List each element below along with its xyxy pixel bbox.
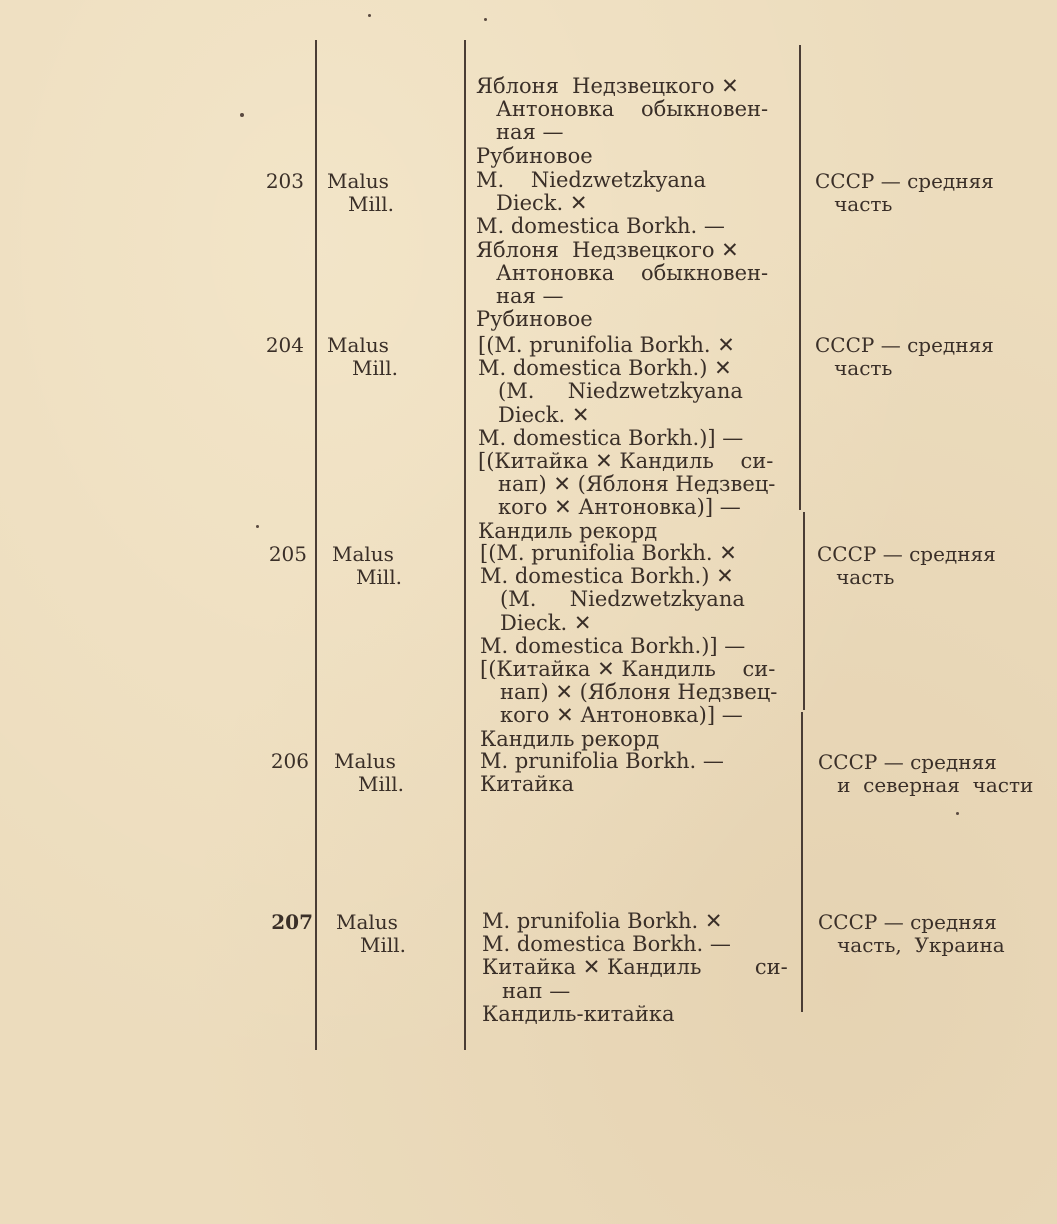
- genus-205: Malus: [332, 542, 394, 566]
- distribution-203: СССР — средняя часть: [815, 169, 994, 216]
- cross-text-204: [(M. prunifolia Borkh. ✕ M. domestica Borkh.) ✕ (M. Niedzwetzkyana Dieck. ✕ M. domestica Borkh.)] — [(Китайка ✕ Кандиль си- нап) ✕ (Яблоня Недзвец- кого ✕ Антоновка)] — Кандиль рекорд: [478, 333, 776, 543]
- genus-204: Malus: [327, 333, 389, 357]
- cross-text-continuation: Яблоня Недзвецкого ✕ Антоновка обыкновен- ная — Рубиновое: [476, 74, 769, 168]
- cross-text-203: M. Niedzwetzkyana Dieck. ✕ M. domestica Borkh. — Яблоня Недзвецкого ✕ Антоновка обыкновен- ная — Рубиновое: [476, 168, 769, 332]
- genus-206: Malus: [334, 749, 396, 773]
- distribution-204: СССР — средняя часть: [815, 333, 994, 380]
- distribution-207: СССР — средняя часть, Украина: [818, 910, 1005, 957]
- row-number-206: 206: [270, 749, 309, 773]
- genus-author-203: Mill.: [348, 192, 395, 216]
- cross-text-205: [(M. prunifolia Borkh. ✕ M. domestica Borkh.) ✕ (M. Niedzwetzkyana Dieck. ✕ M. domestica Borkh.)] — [(Китайка ✕ Кандиль си- нап) ✕ (Яблоня Недзвец- кого ✕ Антоновка)] — Кандиль рекорд: [480, 541, 778, 751]
- print-speck: [256, 525, 259, 528]
- cross-text-206: M. prunifolia Borkh. — Китайка: [480, 749, 724, 797]
- distribution-205: СССР — средняя часть: [817, 542, 996, 589]
- column-divider-2: [464, 40, 466, 1050]
- row-number-204: 204: [265, 333, 304, 357]
- column-divider-3b: [803, 512, 805, 710]
- column-divider-3c: [801, 712, 803, 1012]
- distribution-206: СССР — средняя и северная части: [818, 750, 1034, 797]
- print-speck: [368, 14, 371, 17]
- genus-author-206: Mill.: [358, 772, 405, 796]
- column-divider-1: [315, 40, 317, 1050]
- print-speck: [240, 113, 244, 117]
- genus-author-204: Mill.: [352, 356, 399, 380]
- genus-author-205: Mill.: [356, 565, 403, 589]
- row-number-203: 203: [265, 169, 304, 193]
- cross-text-207: M. prunifolia Borkh. ✕ M. domestica Borkh. — Китайка ✕ Кандиль си- нап — Кандиль-китайка: [482, 909, 788, 1026]
- row-number-207: 207: [271, 910, 313, 934]
- row-number-205: 205: [268, 542, 307, 566]
- print-speck: [484, 18, 487, 21]
- column-divider-3: [799, 45, 801, 510]
- print-speck: [956, 812, 959, 815]
- genus-author-207: Mill.: [360, 933, 407, 957]
- genus-203: Malus: [327, 169, 389, 193]
- genus-207: Malus: [336, 910, 398, 934]
